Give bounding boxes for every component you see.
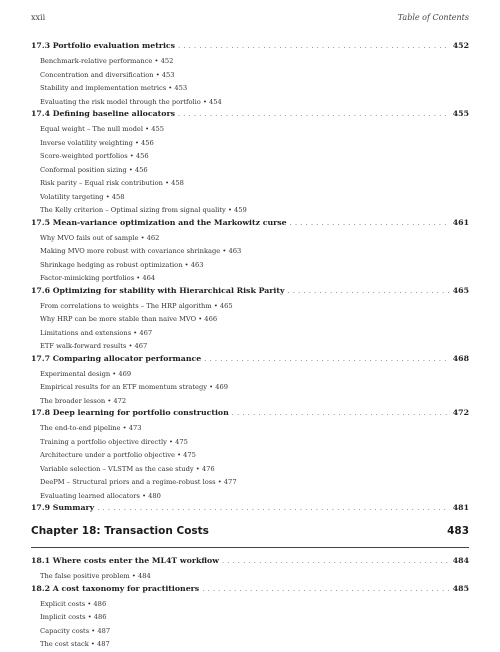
section-page-number: 455: [452, 109, 469, 118]
section-title: 17.8 Deep learning for portfolio construction: [31, 408, 229, 417]
dot-leader: [290, 219, 450, 227]
section-title: 18.2 A cost taxonomy for practitioners: [31, 583, 200, 593]
section-page-number: 472: [452, 408, 469, 417]
toc-subsection-entry[interactable]: Variable selection – VLSTM as the case study • 476: [40, 464, 215, 473]
toc-subsection-entry[interactable]: Empirical results for an ETF momentum strategy • 469: [40, 383, 229, 391]
toc-subsection-entry[interactable]: Evaluating the risk model through the portfolio • 454: [40, 97, 222, 106]
toc-subsection-entry[interactable]: Equal weight – The null model • 455: [40, 125, 164, 133]
toc-subsection-entry[interactable]: The broader lesson • 472: [40, 396, 127, 405]
chapter-17-sections: [31, 41, 469, 517]
toc-subsection-entry[interactable]: Stability and implementation metrics • 453: [40, 84, 188, 92]
toc-subsection-entry[interactable]: Making MVO more robust with covariance shrinkage • 463: [40, 247, 242, 255]
dot-leader: [97, 504, 450, 512]
toc-subsection-entry[interactable]: Inverse volatility weighting • 456: [40, 138, 154, 147]
section-title: 17.6 Optimizing for stability with Hierarchical Risk Parity: [31, 285, 285, 295]
toc-subsection-entry[interactable]: Why HRP can be more stable than naive MVO • 466: [40, 315, 218, 323]
section-title: 17.3 Portfolio evaluation metrics: [31, 41, 176, 50]
dot-leader: [178, 110, 450, 118]
page-number-label: xxii: [31, 13, 46, 22]
section-title: 17.9 Summary: [31, 503, 95, 512]
chapter-heading[interactable]: [31, 525, 469, 548]
toc-section-entry[interactable]: [31, 503, 469, 517]
dot-leader: [178, 42, 450, 50]
chapter-page: 483: [447, 525, 469, 537]
toc-subsection-entry[interactable]: Architecture under a portfolio objective • 475: [40, 451, 196, 459]
section-page-number: 452: [452, 41, 469, 50]
section-title: 17.4 Defining baseline allocators: [31, 109, 175, 118]
table-of-contents: [31, 41, 469, 652]
toc-section-entry[interactable]: [31, 556, 469, 570]
toc-subsection-entry[interactable]: The end-to-end pipeline • 473: [40, 424, 142, 432]
toc-section-entry[interactable]: [31, 109, 469, 123]
toc-subsection-entry[interactable]: Conformal position sizing • 456: [40, 165, 148, 174]
section-page-number: 461: [452, 217, 469, 227]
toc-subsection-entry[interactable]: Implicit costs • 486: [40, 613, 107, 621]
toc-subsection-entry[interactable]: The false positive problem • 484: [40, 572, 151, 580]
toc-subsection-entry[interactable]: Limitations and extensions • 467: [40, 328, 153, 337]
toc-subsection-entry[interactable]: Score-weighted portfolios • 456: [40, 152, 149, 160]
section-page-number: 481: [452, 503, 469, 512]
toc-subsection-entry[interactable]: Volatility targeting • 458: [40, 192, 125, 201]
toc-section-entry[interactable]: [31, 218, 469, 232]
section-title: 17.5 Mean-variance optimization and the Markowitz curse: [31, 217, 287, 227]
section-page-number: 465: [452, 285, 469, 295]
section-title: 18.1 Where costs enter the ML4T workflow: [31, 556, 219, 565]
toc-subsection-entry[interactable]: Why MVO fails out of sample • 462: [40, 233, 160, 242]
dot-leader: [232, 409, 450, 417]
section-page-number: 468: [452, 353, 469, 363]
toc-subsection-entry[interactable]: Evaluating learned allocators • 480: [40, 491, 161, 500]
running-title: Table of Contents: [397, 13, 469, 22]
toc-subsection-entry[interactable]: Concentration and diversification • 453: [40, 70, 175, 79]
toc-subsection-entry[interactable]: The cost stack • 487: [40, 640, 110, 648]
dot-leader: [287, 287, 449, 295]
section-page-number: 484: [452, 556, 469, 565]
toc-subsection-entry[interactable]: Benchmark-relative performance • 452: [40, 57, 174, 65]
dot-leader: [204, 355, 449, 363]
toc-subsection-entry[interactable]: Training a portfolio objective directly • 475: [40, 437, 188, 446]
page-header: [31, 13, 469, 27]
toc-subsection-entry[interactable]: From correlations to weights – The HRP algorithm • 465: [40, 301, 233, 310]
section-title: 17.7 Comparing allocator performance: [31, 353, 202, 363]
toc-subsection-entry[interactable]: Explicit costs • 486: [40, 599, 107, 608]
dot-leader: [202, 585, 450, 593]
toc-section-entry[interactable]: [31, 408, 469, 422]
toc-section-entry[interactable]: [31, 41, 469, 55]
chapter-18-sections: [31, 556, 469, 652]
toc-subsection-entry[interactable]: DeePM – Structural priors and a regime-robust loss • 477: [40, 478, 237, 486]
toc-subsection-entry[interactable]: ETF walk-forward results • 467: [40, 342, 148, 350]
toc-subsection-entry[interactable]: Factor-mimicking portfolios • 464: [40, 274, 156, 282]
toc-subsection-entry[interactable]: Experimental design • 469: [40, 369, 132, 378]
dot-leader: [222, 557, 450, 565]
chapter-title: Chapter 18: Transaction Costs: [31, 525, 209, 537]
section-page-number: 485: [452, 583, 469, 593]
toc-subsection-entry[interactable]: Capacity costs • 487: [40, 626, 111, 635]
toc-subsection-entry[interactable]: Shrinkage hedging as robust optimization • 463: [40, 260, 204, 269]
toc-section-entry[interactable]: [31, 286, 469, 300]
toc-subsection-entry[interactable]: Risk parity – Equal risk contribution • 458: [40, 179, 184, 187]
toc-subsection-entry[interactable]: The Kelly criterion – Optimal sizing from signal quality • 459: [40, 206, 247, 214]
toc-section-entry[interactable]: [31, 584, 469, 598]
toc-section-entry[interactable]: [31, 354, 469, 368]
